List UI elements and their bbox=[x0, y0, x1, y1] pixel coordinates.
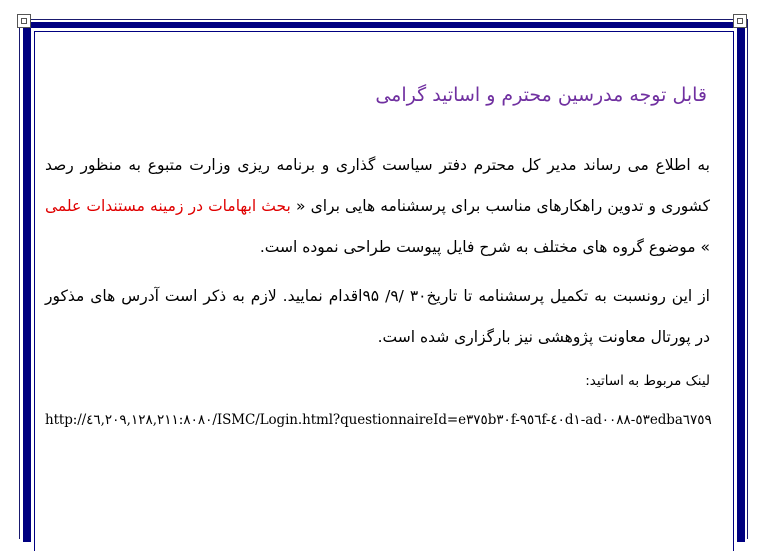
link-label: لینک مربوط به اساتید: bbox=[585, 373, 710, 389]
crop-mark-top-left bbox=[17, 14, 31, 28]
deadline-paragraph: از این رونسبت به تکمیل پرسشنامه تا تاریخ۳۰ /۹/ ۹۵اقدام نمایید. لازم به ذکر است آدرس های مذکور در پورتال معاونت پژوهشی نیز بارگزاری شده است. bbox=[45, 287, 710, 346]
crop-mark-top-right bbox=[733, 14, 747, 28]
announcement-text-start: به اطلاع می رساند مدیر کل محترم دفتر سیاست گذاری و برنامه ریزی وزارت متبوع به منظور رصد کشوری و تدوین راهکارهای مناسب برای پرسشنامه هایی برای « bbox=[45, 156, 710, 215]
document-body bbox=[45, 75, 710, 428]
announcement-paragraph bbox=[45, 145, 710, 268]
highlighted-topic: بحث ابهامات در زمینه مستندات علمی bbox=[45, 197, 291, 215]
document-title: قابل توجه مدرسین محترم و اساتید گرامی bbox=[375, 84, 707, 106]
announcement-text-end: » موضوع گروه های مختلف به شرح فایل پیوست طراحی نموده است. bbox=[259, 238, 710, 256]
questionnaire-link[interactable]: http://٤٦,٢٠٩,١٢٨,٢١١:٨٠٨٠/ISMC/Login.html?questionnaireId=e٣٧٥b٣٠f-٩٥٦f-٤٠d١-ad٥٣-٠٠٨٨edba٦٧٥٩ bbox=[45, 412, 712, 428]
